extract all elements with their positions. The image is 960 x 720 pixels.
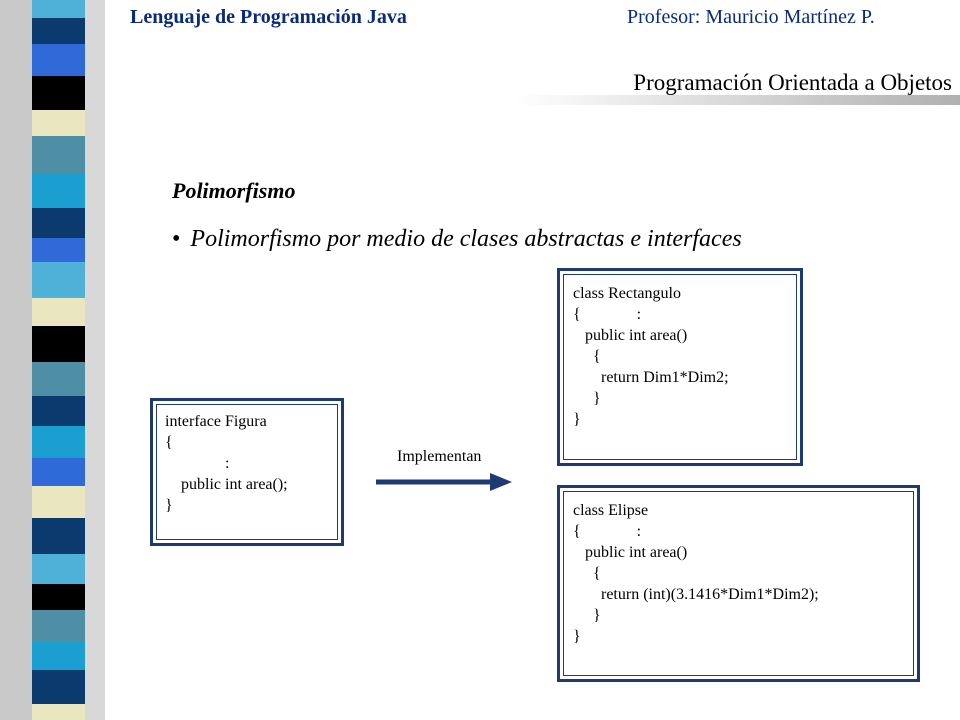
class-rectangulo-box xyxy=(557,268,803,466)
sidebar-stripe xyxy=(32,426,85,458)
code-line: } xyxy=(573,411,581,428)
sidebar-stripe xyxy=(32,0,85,18)
sidebar-stripe xyxy=(32,518,85,554)
code-line: return Dim1*Dim2; xyxy=(573,369,729,386)
sidebar-stripe xyxy=(32,584,85,610)
code-line: } xyxy=(573,390,601,407)
slide-subtitle: Programación Orientada a Objetos xyxy=(633,70,952,95)
sidebar-stripe xyxy=(32,326,85,362)
sidebar-stripe xyxy=(32,110,85,136)
class-elipse-box xyxy=(557,485,920,682)
sidebar-stripe xyxy=(32,76,85,110)
code-line: { xyxy=(573,348,601,365)
code-line: { xyxy=(165,434,173,451)
code-line: : xyxy=(165,455,230,472)
sidebar-stripe xyxy=(32,18,85,44)
sidebar-stripe xyxy=(32,396,85,426)
sidebar-stripe xyxy=(32,704,85,720)
bullet-item xyxy=(172,226,742,253)
code-line: { xyxy=(573,565,601,582)
sidebar-stripes xyxy=(32,0,85,720)
sidebar-stripe xyxy=(32,670,85,704)
sidebar-stripe xyxy=(32,554,85,584)
code-line: { : xyxy=(573,523,642,540)
code-line: return (int)(3.1416*Dim1*Dim2); xyxy=(573,586,819,603)
sidebar-stripe xyxy=(32,136,85,174)
code-line: public int area(); xyxy=(165,476,288,493)
sidebar-stripe xyxy=(32,262,85,298)
implements-arrow-icon xyxy=(376,470,516,494)
decorative-sidebar xyxy=(0,0,105,720)
interface-figura-box xyxy=(150,398,344,546)
bullet-text: Polimorfismo por medio de clases abstractas e interfaces xyxy=(190,226,742,252)
sidebar-stripe xyxy=(32,642,85,670)
sidebar-stripe xyxy=(32,44,85,76)
code-line: public int area() xyxy=(573,544,688,561)
sidebar-stripe xyxy=(32,174,85,208)
code-line: class Rectangulo xyxy=(573,285,681,302)
sidebar-stripe xyxy=(32,362,85,396)
sidebar-stripe xyxy=(32,610,85,642)
bullet-dot: • xyxy=(172,226,181,252)
code-line: } xyxy=(165,497,173,514)
sidebar-stripe xyxy=(32,486,85,518)
code-line: { : xyxy=(573,306,642,323)
code-line: interface Figura xyxy=(165,413,267,430)
course-title: Lenguaje de Programación Java xyxy=(130,6,407,28)
implements-label: Implementan xyxy=(397,448,482,465)
code-line: } xyxy=(573,628,581,645)
teacher-name: Profesor: Mauricio Martínez P. xyxy=(627,6,875,28)
code-line: public int area() xyxy=(573,327,688,344)
code-line: } xyxy=(573,607,601,624)
sidebar-stripe xyxy=(32,458,85,486)
sidebar-stripe xyxy=(32,208,85,238)
sidebar-stripe xyxy=(32,298,85,326)
code-line: class Elipse xyxy=(573,502,649,519)
subtitle-underline xyxy=(515,95,960,105)
sidebar-edge xyxy=(85,0,105,720)
section-title: Polimorfismo xyxy=(172,178,296,203)
sidebar-stripe xyxy=(32,238,85,262)
